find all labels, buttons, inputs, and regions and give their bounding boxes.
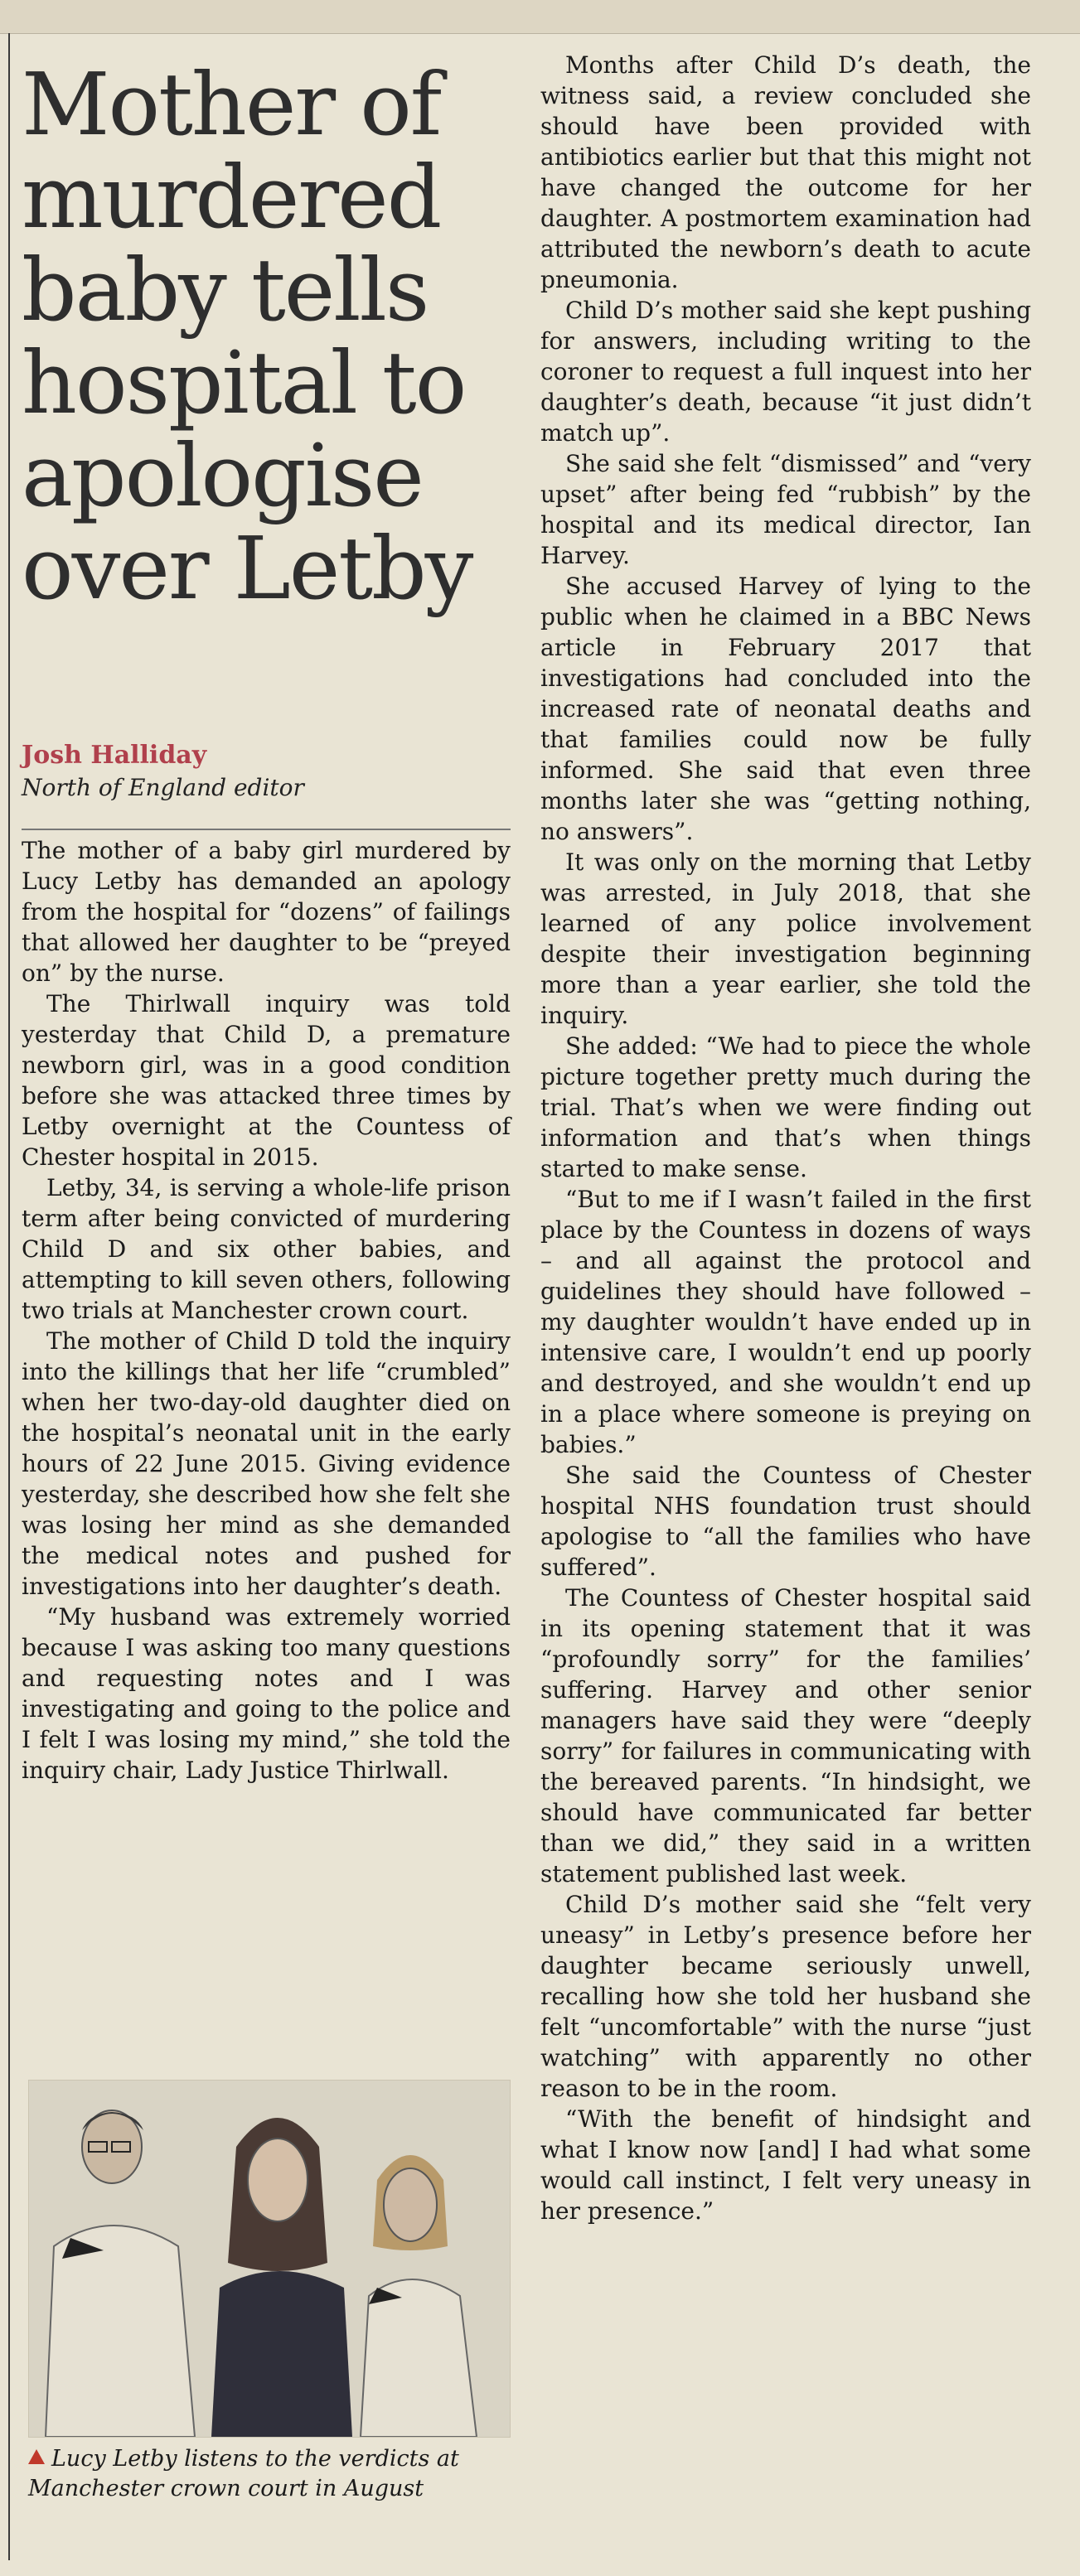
caption-triangle-icon (28, 2449, 45, 2464)
paragraph: Child D’s mother said she kept pushing for answers, including writing to the coroner to request a full inquest into her daughter’s death, because “it just didn’t match up”. (540, 297, 1031, 447)
left-column (22, 54, 511, 1786)
court-sketch-figure (22, 2080, 511, 2544)
paragraph: Letby, 34, is serving a whole-life prison term after being convicted of murdering Child D and six other babies, and attempting to kill seven others, following two trials at Manchester crown court. (22, 1174, 511, 1324)
column-rule (8, 33, 10, 2560)
paragraph: Child D’s mother said she “felt very uneasy” in Letby’s presence before her daughter became seriously unwell, recalling how she told her husband she felt “uncomfortable” with the nurse “just watching” with apparently no other reason to be in the room. (540, 1891, 1031, 2102)
previous-page-strip (0, 0, 1080, 34)
paragraph: The Thirlwall inquiry was told yesterday that Child D, a premature newborn girl, was in a good condition before she was attacked three times by Letby overnight at the Countess of Chester hospital in 2015. (22, 990, 511, 1171)
paragraph: “With the benefit of hindsight and what I know now [and] I had what some would call instinct, I felt very uneasy in her presence.” (540, 2105, 1031, 2225)
right-column (540, 50, 1031, 2226)
court-sketch-drawing (29, 2081, 510, 2437)
headline: Mother of murdered baby tells hospital to apologise over Letby (22, 54, 472, 619)
byline-divider (22, 829, 511, 830)
article-body-left (22, 835, 511, 1786)
caption-text: Lucy Letby listens to the verdicts at Manchester crown court in August (28, 2446, 459, 2501)
photo-caption (28, 2444, 509, 2504)
author-name: Josh Halliday (22, 741, 207, 770)
paragraph: She accused Harvey of lying to the public when he claimed in a BBC News article in February 2017 that investigations had concluded into the increased rate of neonatal deaths and that families could now be fully informed. She said that even three months later she was “getting nothing, no answers”. (540, 573, 1031, 845)
court-sketch-image (28, 2080, 511, 2438)
paragraph: She said the Countess of Chester hospital NHS foundation trust should apologise to “all the families who have suffered”. (540, 1462, 1031, 1581)
article-body-right (540, 50, 1031, 2226)
paragraph: She added: “We had to piece the whole picture together pretty much during the trial. That’s when we were finding out information and that’s when things started to make sense. (540, 1032, 1031, 1182)
author-role: North of England editor (22, 774, 304, 801)
paragraph: The mother of Child D told the inquiry into the killings that her life “crumbled” when her two-day-old daughter died on the hospital’s neonatal unit in the early hours of 22 June 2015. Giving evidence yesterday, she described how she felt she was losing her mind as she demanded the medical notes and pushed for investigations into her daughter’s death. (22, 1327, 511, 1600)
byline (22, 739, 511, 804)
paragraph: It was only on the morning that Letby was arrested, in July 2018, that she learned of any police involvement despite their investigation beginning more than a year earlier, she told the inquiry. (540, 848, 1031, 1029)
paragraph: The mother of a baby girl murdered by Lucy Letby has demanded an apology from the hospital for “dozens” of failings that allowed her daughter to be “preyed on” by the nurse. (22, 837, 511, 987)
paragraph: The Countess of Chester hospital said in its opening statement that it was “profoundly sorry” for the families’ suffering. Harvey and other senior managers have said they were “deeply sorry” for failures in communicating with the bereaved parents. “In hindsight, we should have communicated far better than we did,” they said in a written statement published last week. (540, 1584, 1031, 1887)
paragraph: She said she felt “dismissed” and “very upset” after being fed “rubbish” by the hospital and its medical director, Ian Harvey. (540, 450, 1031, 569)
paragraph: “But to me if I wasn’t failed in the first place by the Countess in dozens of ways – and all against the protocol and guidelines they should have followed – my daughter wouldn’t have ended up in intensive care, I wouldn’t end up poorly and destroyed, and she wouldn’t end up in a place where someone is preying on babies.” (540, 1186, 1031, 1458)
paragraph: “My husband was extremely worried because I was asking too many questions and requesting notes and I was investigating and going to the police and I felt I was losing my mind,” she told the inquiry chair, Lady Justice Thirlwall. (22, 1603, 511, 1784)
paragraph: Months after Child D’s death, the witness said, a review concluded she should have been provided with antibiotics earlier but that this might not have changed the outcome for her daughter. A postmortem examination had attributed the newborn’s death to acute pneumonia. (540, 51, 1031, 293)
